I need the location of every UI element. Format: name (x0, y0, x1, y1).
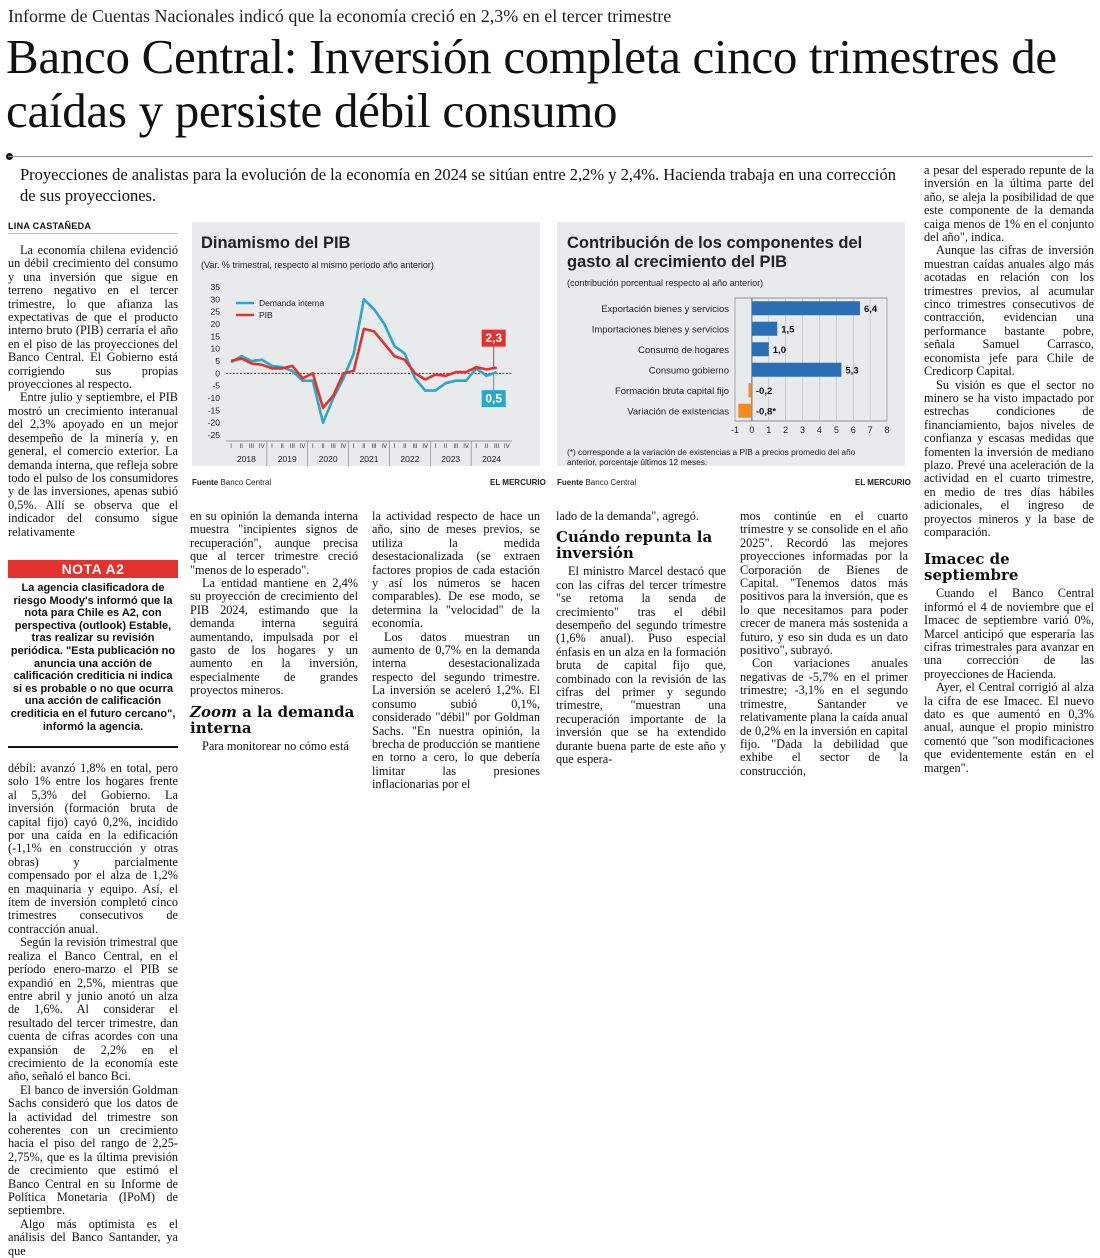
divider (8, 156, 1093, 157)
source-name: Banco Central (585, 478, 637, 487)
line-chart-svg (192, 222, 540, 466)
legend-label: Demanda interna (259, 298, 325, 308)
y-tick-label: 15 (210, 331, 220, 342)
x-tick-label: 5 (833, 425, 839, 435)
y-tick-label: -25 (207, 430, 220, 440)
x-quarter-label: I (475, 444, 478, 450)
callout-pib-label: 2,3 (485, 331, 503, 346)
source-label: Fuente (557, 478, 584, 487)
column-5 (740, 510, 908, 778)
paragraph: Entre julio y septiembre, el PIB mostró un crecimiento interanual del 2,3% apoyado en un mejor desempeño de la minería y, en general, el comercio exterior. La demanda interna, que refleja sobre todo el pulso de los consumidores y de las inversiones, apenas subió 0,5%. Allí se observa que el indicador del consumo sigue relativamente (8, 390, 178, 539)
legend-label: PIB (259, 310, 273, 320)
bar (752, 363, 842, 377)
y-tick-label: -20 (207, 417, 220, 428)
x-quarter-label: III (249, 444, 255, 450)
x-quarter-label: III (494, 444, 500, 450)
paragraph: Aunque las cifras de inversión muestran caídas anuales algo más acotadas en relación con los trimestres previos, al acumular cinco trimestres consecutivos de contracción, evidencian una performance bastante pobre, señala Samuel Carrasco, economista jefe para Chile de Credicorp Capital. (924, 243, 1094, 379)
x-quarter-label: III (453, 444, 459, 450)
x-quarter-label: III (412, 444, 418, 450)
paragraph: Para monitorear no cómo está (202, 738, 349, 753)
paragraph: La economía chilena evidenció un débil crecimiento del consumo y una inversión que sigue en terreno negativo en el tercer trimestre, lo que afianza las expectativas de que el producto interno bruto (PIB) cerraría el año en el piso de las proyecciones del Banco Central. El Gobierno está corrigiendo sus propias proyecciones al respecto. (8, 243, 178, 392)
paragraph: débil: avanzó 1,8% en total, pero solo 1% entre los hogares frente al 5,3% del Gobierno. La inversión (formación bruta de capital fijo) cayó 0,2%, incidido por una caída en la edificación (-1,1% en construcción y otras obras) y parcialmente compensado por el alza de 1,2% en maquinaria y equipo. Así, el ítem de inversión completó cinco trimestres consecutivos de contracción anual. (8, 761, 178, 936)
bar (752, 301, 860, 315)
x-tick-label: 3 (800, 425, 806, 435)
value-label: -0,2 (755, 385, 773, 397)
x-year-label: 2019 (277, 454, 297, 464)
category-label: Consumo gobierno (648, 365, 729, 377)
lead: Proyecciones de analistas para la evolución de la economía en 2024 se sitúan entre 2,2% y 2,4%. Hacienda trabaja en una corrección de sus proyecciones. (20, 165, 896, 205)
bar-chart-svg (557, 222, 905, 466)
kicker: Informe de Cuentas Nacionales indicó que la economía creció en 2,3% en el tercer trimestre (8, 6, 672, 26)
x-quarter-label: IV (299, 444, 306, 450)
x-tick-label: 8 (884, 425, 890, 435)
x-quarter-label: IV (258, 444, 265, 450)
paragraph: Su visión es que el sector no minero se ha visto impactado por estrechas condiciones de financiamiento, bajos niveles de confianza y escasas medidas que fomenten la inversión de mediano plazo. Prevé una aceleración de la actividad en el cuarto trimestre, en medio de tres días hábiles adicionales, el ingreso de proyectos mineros y la base de comparación. (924, 377, 1094, 539)
value-label: 1,0 (772, 344, 786, 356)
x-tick-label: 4 (816, 425, 822, 435)
column-1-bottom (8, 762, 178, 1258)
y-tick-label: 10 (210, 343, 220, 354)
y-tick-label: -10 (207, 393, 220, 403)
column-4 (556, 510, 726, 767)
x-tick-label: 7 (867, 425, 873, 435)
paragraph: la actividad respecto de hace un año, sino de meses previos, se utiliza la medida desestacionalizada (se extraen factores propios de cada estación y así los números se hacen comparables). De ese modo, se determina la "velocidad" de la economía. (372, 509, 540, 631)
chart-subtitle: (Var. % trimestral, respecto al mismo período año anterior) (201, 260, 434, 270)
category-label: Exportación bienes y servicios (601, 303, 729, 315)
paragraph: Según la revisión trimestral que realiza el Banco Central, en el período enero-marzo el PIB se expandió en 2,5%, mientras que entre abril y junio anotó un alza de 1,6%. Al considerar el resultado del tercer trimestre, dan cuenta de cifras acordes con una expansión de 2,2% en el crecimiento de la economía este año, señaló el banco Bci. (8, 935, 178, 1084)
x-year-label: 2021 (359, 454, 379, 464)
subhead-rest: a la demanda interna (190, 702, 355, 737)
source-label: Fuente (192, 478, 219, 487)
paragraph: en su opinión la demanda interna muestra "incipientes signos de recuperación", aunque precisa que al tercer trimestre creció "menos de lo esperado". (190, 509, 358, 577)
x-tick-label: 2 (783, 425, 789, 435)
x-quarter-label: I (434, 444, 437, 450)
y-tick-label: 5 (215, 356, 220, 366)
chart-contribucion (557, 222, 905, 466)
paragraph: La entidad mantiene en 2,4% su proyección de crecimiento del PIB 2024, estimando que la demanda interna seguirá aumentando, impulsada por el gasto de los hogares y un aumento en la inversión, especialmente de grandes proyectos mineros. (190, 576, 358, 698)
category-label: Variación de existencias (627, 406, 729, 418)
y-tick-label: 25 (210, 306, 220, 317)
column-3 (372, 510, 540, 792)
x-quarter-label: II (443, 444, 448, 450)
value-label: -0,8* (755, 406, 776, 418)
x-quarter-label: IV (463, 444, 469, 450)
subhead-zoom (190, 704, 358, 736)
chart-subtitle: (contribución porcentual respecto al año anterior) (567, 278, 764, 288)
x-tick-label: 6 (850, 425, 856, 435)
x-tick-label: 0 (749, 425, 755, 435)
y-tick-label: -15 (207, 405, 220, 416)
bar (752, 342, 769, 356)
paragraph: Los datos muestran un aumento de 0,7% en la demanda interna desestacionalizada respecto del segundo trimestre. La inversión se aceleró 1,2%. El consumo subió 0,1%, considerado "débil" por Goldman Sachs. "En nuestra opinión, la brecha de producción se mantiene en torno a cero, lo que debería limitar las presiones inflacionarias por el (372, 629, 540, 792)
x-year-label: 2024 (482, 454, 502, 464)
x-quarter-label: IV (422, 444, 429, 450)
x-year-label: 2023 (441, 454, 461, 464)
callout-demanda-label: 0,5 (485, 391, 503, 406)
subhead-italic: Zoom (190, 702, 237, 721)
chart-source (192, 478, 271, 487)
x-quarter-label: III (371, 444, 377, 450)
bar (738, 404, 752, 418)
nota-rule (8, 746, 178, 748)
paragraph: lado de la demanda", agregó. (556, 509, 699, 523)
headline: Banco Central: Inversión completa cinco trimestres de caídas y persiste débil consumo (6, 29, 1057, 138)
value-label: 1,5 (781, 324, 795, 336)
source-name: Banco Central (220, 478, 272, 487)
paragraph: Ayer, el Central corrigió al alza la cifra de ese Imacec. El nuevo dato es que aumentó en 0,3% anual, aunque el propio ministro comentó que "son modificaciones que evidentemente están en el margen". (924, 680, 1094, 775)
bar (749, 383, 752, 397)
category-label: Consumo de hogares (638, 344, 729, 356)
bar (752, 322, 777, 336)
nota-box (8, 560, 178, 740)
paragraph: El banco de inversión Goldman Sachs consideró que los datos de la actividad del trimestre son coherentes con un crecimiento hacia el piso del rango de 2,25-2,75%, que es la última previsión de crecimiento que estimó el Banco Central en su Informe de Política Monetaria (IPoM) de septiembre. (8, 1082, 178, 1218)
y-tick-label: 30 (210, 294, 220, 305)
x-year-label: 2022 (400, 454, 420, 464)
chart-source (557, 478, 636, 487)
chart-credit: EL MERCURIO (855, 478, 911, 487)
x-quarter-label: I (311, 444, 314, 450)
category-label: Importaciones bienes y servicios (591, 324, 729, 336)
paragraph: mos continúe en el cuarto trimestre y se consolide en el año 2025". Recordó las mejores proyecciones informadas por la Corporación de Bienes de Capital. "Tenemos datos más positivos para la inversión, que es lo que necesitamos para poder crecer de manera más sostenida a futuro, y eso sin duda es un dato positivo", subrayó. (740, 509, 908, 658)
x-tick-label: 1 (766, 425, 772, 435)
x-tick-label: -1 (730, 425, 740, 435)
x-quarter-label: II (280, 444, 284, 450)
paragraph: El ministro Marcel destacó que con las cifras del tercer trimestre "se retoma la senda de crecimiento" tras el débil desempeño del segundo trimestre (1,6% anual). Puso especial énfasis en un alza en la formación bruta de capital fijo que, combinado con la revisión de las cifras del primer y segundo trimestre, "muestran una recuperación importante de la inversión que se ha extendido durante buena parte de este año y que espera- (556, 564, 726, 767)
paragraph: Algo más optimista es el análisis del Banco Santander, ya que (8, 1216, 178, 1258)
y-tick-label: 35 (210, 282, 220, 292)
column-1-top (8, 244, 178, 539)
value-label: 6,4 (863, 303, 878, 315)
chart-dinamismo-pib (192, 222, 540, 466)
x-quarter-label: I (352, 444, 355, 450)
chart-title: Contribución de los componentes del gasto al crecimiento del PIB (567, 234, 863, 271)
chart-credit: EL MERCURIO (490, 478, 546, 487)
byline: LINA CASTAÑEDA (8, 221, 92, 231)
x-quarter-label: I (230, 444, 232, 450)
y-tick-label: 0 (215, 368, 220, 379)
y-tick-label: 20 (210, 319, 220, 329)
chart-footnote: (*) corresponde a la variación de existencias a PIB a precios promedio del año anterior, porcentaje últimos 12 meses. (567, 447, 856, 467)
x-quarter-label: III (330, 444, 336, 450)
x-year-label: 2020 (318, 454, 338, 464)
x-quarter-label: II (403, 444, 407, 450)
category-label: Formación bruta capital fijo (614, 385, 729, 397)
plot-frame (735, 298, 887, 421)
x-quarter-label: IV (381, 444, 388, 450)
x-quarter-label: IV (340, 444, 347, 450)
subhead-inversion: Cuándo repunta la inversión (556, 528, 713, 563)
column-2 (190, 510, 358, 753)
x-quarter-label: II (362, 444, 366, 450)
column-6 (924, 164, 1094, 775)
x-quarter-label: II (321, 444, 325, 450)
nota-body: La agencia clasificadora de riesgo Moody's informó que la nota para Chile es A2, con perspectiva (outlook) Estable, tras realizar su revisión periódica. "Esta publicación no anuncia una acción de calificación crediticia ni indica si es probable o no que ocurra una acción de calificación crediticia en el futuro cercano", informó la agencia. (10, 582, 176, 733)
value-label: 5,3 (845, 365, 859, 377)
series-line-pib (231, 329, 497, 408)
x-quarter-label: II (239, 444, 243, 450)
x-quarter-label: III (289, 444, 295, 450)
x-quarter-label: I (393, 444, 396, 450)
x-year-label: 2018 (236, 454, 256, 464)
y-tick-label: -5 (212, 380, 220, 391)
nota-title: NOTA A2 (8, 560, 178, 578)
x-quarter-label: II (484, 444, 489, 450)
paragraph: a pesar del esperado repunte de la inversión en la última parte del año, se aleja la posibilidad de que este componente de la demanda caiga menos de 1% en el conjunto del año", indica. (924, 163, 1094, 245)
subhead-imacec: Imacec de septiembre (924, 550, 1019, 585)
x-quarter-label: IV (504, 444, 510, 450)
x-quarter-label: I (271, 444, 273, 450)
paragraph: Cuando el Banco Central informó el 4 de noviembre que el Imacec de septiembre varió 0%, Marcel anticipó que esperaría las cifras trimestrales para avanzar en una corrección de las proyecciones de Hacienda. (924, 586, 1094, 681)
paragraph: Con variaciones anuales negativas de -5,7% en el primer trimestre; -3,1% en el segundo trimestre, Santander ve relativamente plana la caída anual de 0,2% en la inversión en capital fijo. "Dada la debilidad que exhibe el sector de la construcción, (740, 656, 908, 778)
byline-rule (8, 233, 178, 234)
chart-title: Dinamismo del PIB (201, 234, 351, 252)
